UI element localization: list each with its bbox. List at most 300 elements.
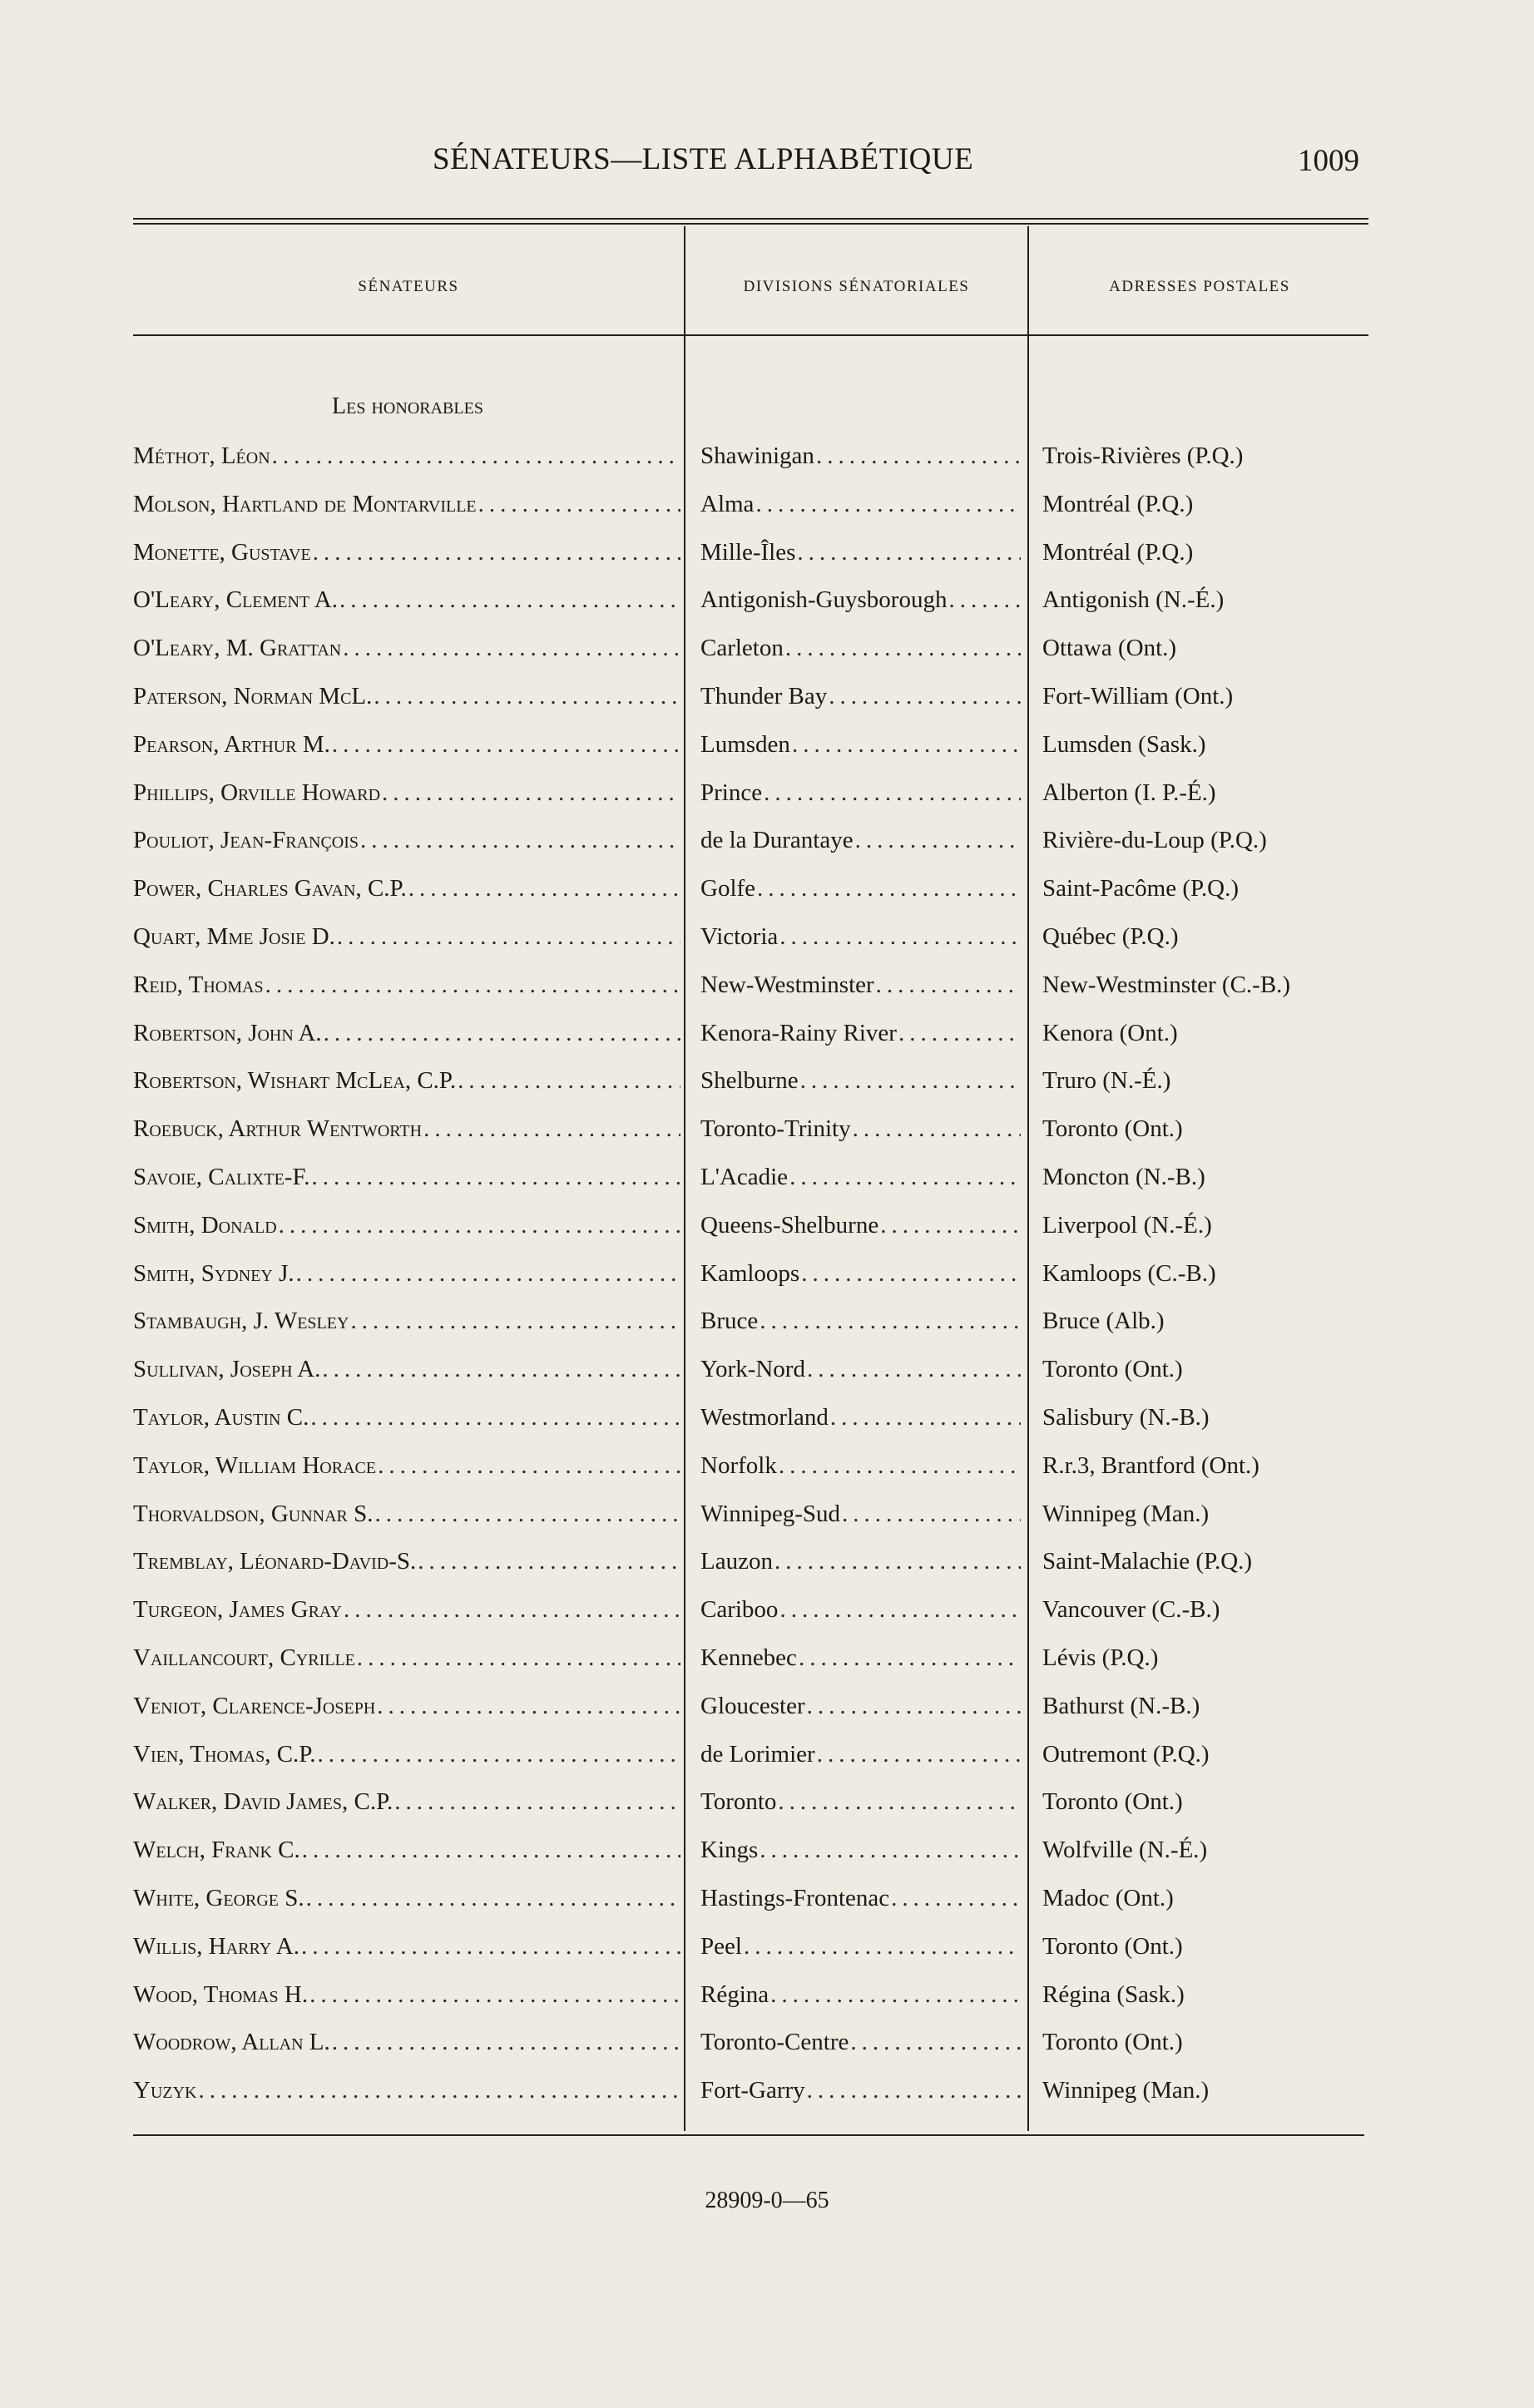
dot-leader: [764, 776, 1021, 809]
postal-address-cell: [1042, 2025, 1392, 2059]
division-name: Gloucester: [700, 1692, 805, 1719]
senator-name-cell: [133, 776, 680, 809]
postal-address: Salisbury (N.-B.): [1042, 1403, 1210, 1431]
division-name-cell: [700, 728, 1021, 761]
senator-name-cell: [133, 728, 680, 761]
bottom-rule: [133, 2134, 1364, 2136]
division-name-cell: [700, 2074, 1021, 2107]
postal-address-cell: [1042, 728, 1392, 761]
division-name-cell: [700, 920, 1021, 953]
postal-address: Winnipeg (Man.): [1042, 2077, 1210, 2104]
table-row: [0, 680, 1534, 728]
senator-name: Monette, Gustave: [133, 538, 311, 566]
postal-address-cell: [1042, 823, 1392, 857]
dot-leader: [817, 1738, 1021, 1771]
dot-leader: [332, 2025, 680, 2059]
postal-address: Toronto (Ont.): [1042, 1115, 1183, 1143]
division-name-cell: [700, 776, 1021, 809]
senator-name-cell: [133, 487, 680, 521]
senator-name-cell: [133, 1641, 680, 1674]
postal-address: Toronto (Ont.): [1042, 1788, 1183, 1816]
division-name-cell: [700, 1112, 1021, 1145]
dot-leader: [306, 1881, 680, 1915]
division-name-cell: [700, 1978, 1021, 2011]
postal-address-cell: [1042, 1497, 1392, 1530]
postal-address-cell: [1042, 1785, 1392, 1818]
senator-name: Turgeon, James Gray: [133, 1596, 342, 1624]
postal-address: R.r.3, Brantford (Ont.): [1042, 1451, 1259, 1479]
senator-name: Vaillancourt, Cyrille: [133, 1644, 355, 1671]
senator-name: White, George S.: [133, 1884, 304, 1911]
division-name-cell: [700, 1449, 1021, 1482]
table-row: [0, 1257, 1534, 1305]
dot-leader: [377, 1689, 680, 1723]
dot-leader: [332, 728, 680, 761]
dot-leader: [301, 1930, 680, 1963]
dot-leader: [423, 1112, 680, 1145]
page-number: 1009: [1298, 144, 1359, 178]
dot-leader: [478, 487, 680, 521]
senator-name-cell: [133, 1352, 680, 1386]
postal-address-cell: [1042, 631, 1392, 665]
dot-leader: [779, 920, 1021, 953]
table-row: [0, 728, 1534, 776]
division-name: Alma: [700, 490, 755, 517]
postal-address-cell: [1042, 536, 1392, 569]
dot-leader: [891, 1881, 1021, 1915]
dot-leader: [339, 583, 680, 616]
table-row: [0, 920, 1534, 968]
table-row: [0, 2074, 1534, 2122]
senator-name-cell: [133, 1209, 680, 1242]
table-row: [0, 1545, 1534, 1593]
senator-name-cell: [133, 1112, 680, 1145]
postal-address: Saint-Malachie (P.Q.): [1042, 1548, 1253, 1575]
dot-leader: [317, 1738, 680, 1771]
division-name: Kennebec: [700, 1644, 797, 1671]
senator-name-cell: [133, 1160, 680, 1194]
senator-name-cell: [133, 823, 680, 857]
postal-address-cell: [1042, 2074, 1392, 2107]
senator-name-cell: [133, 536, 680, 569]
postal-address-cell: [1042, 1978, 1392, 2011]
division-name: Carleton: [700, 635, 784, 662]
division-name: Régina: [700, 1980, 769, 2008]
dot-leader: [876, 968, 1021, 1001]
table-row: [0, 1881, 1534, 1930]
senator-name: Taylor, Austin C.: [133, 1403, 309, 1431]
dot-leader: [755, 487, 1021, 521]
postal-address: Montréal (P.Q.): [1042, 490, 1194, 517]
division-name-cell: [700, 1401, 1021, 1434]
dot-leader: [394, 1785, 680, 1818]
table-row: [0, 1785, 1534, 1833]
senator-name-cell: [133, 1545, 680, 1578]
postal-address: Lumsden (Sask.): [1042, 730, 1206, 758]
table-row: [0, 1064, 1534, 1112]
senator-name-cell: [133, 1449, 680, 1482]
postal-address-cell: [1042, 1689, 1392, 1723]
dot-leader: [350, 1304, 680, 1338]
postal-address: Kamloops (C.-B.): [1042, 1259, 1216, 1287]
dot-leader: [948, 583, 1021, 616]
dot-leader: [312, 1160, 680, 1194]
division-name-cell: [700, 439, 1021, 472]
senator-name: Savoie, Calixte-F.: [133, 1163, 310, 1190]
senator-name-cell: [133, 1785, 680, 1818]
senator-name-cell: [133, 1593, 680, 1626]
dot-leader: [324, 1016, 680, 1050]
header-rule-left: [133, 334, 684, 336]
dot-leader: [199, 2074, 681, 2107]
postal-address: Montréal (P.Q.): [1042, 538, 1194, 566]
dot-leader: [343, 631, 680, 665]
senator-name: Robertson, John A.: [133, 1019, 322, 1046]
division-name-cell: [700, 1593, 1021, 1626]
senator-name-cell: [133, 1304, 680, 1338]
postal-address: Antigonish (N.-É.): [1042, 586, 1225, 614]
dot-leader: [829, 680, 1021, 713]
table-row: [0, 1016, 1534, 1065]
dot-leader: [302, 1833, 680, 1867]
senator-name: Walker, David James, C.P.: [133, 1788, 393, 1816]
division-name: Toronto-Trinity: [700, 1115, 851, 1143]
postal-address-cell: [1042, 1016, 1392, 1050]
dot-leader: [880, 1209, 1021, 1242]
table-row: [0, 968, 1534, 1016]
senator-list: [0, 439, 1534, 2122]
dot-leader: [360, 823, 680, 857]
table-row: [0, 583, 1534, 631]
dot-leader: [408, 872, 680, 905]
division-name: Cariboo: [700, 1596, 779, 1624]
senator-name: Wood, Thomas H.: [133, 1980, 309, 2008]
table-row: [0, 2025, 1534, 2074]
table-row: [0, 1352, 1534, 1401]
senator-name: Phillips, Orville Howard: [133, 779, 381, 806]
postal-address: Madoc (Ont.): [1042, 1884, 1174, 1911]
dot-leader: [378, 1449, 680, 1482]
senator-name-cell: [133, 631, 680, 665]
dot-leader: [757, 872, 1021, 905]
table-row: [0, 1833, 1534, 1881]
division-name: de Lorimier: [700, 1740, 815, 1768]
table-row: [0, 631, 1534, 680]
division-name: Bruce: [700, 1308, 759, 1335]
senator-name: Paterson, Norman McL.: [133, 682, 373, 710]
division-name-cell: [700, 1545, 1021, 1578]
senator-name-cell: [133, 1401, 680, 1434]
dot-leader: [374, 680, 680, 713]
senator-name-cell: [133, 1064, 680, 1097]
senator-name: Tremblay, Léonard-David-S.: [133, 1548, 417, 1575]
dot-leader: [830, 1401, 1021, 1434]
division-name-cell: [700, 1738, 1021, 1771]
division-name: Lumsden: [700, 730, 790, 758]
senator-name: Sullivan, Joseph A.: [133, 1356, 321, 1383]
division-name-cell: [700, 680, 1021, 713]
division-name: Kings: [700, 1837, 759, 1864]
dot-leader: [779, 1449, 1021, 1482]
postal-address-cell: [1042, 1833, 1392, 1867]
header-rule-middle: [685, 334, 1027, 336]
division-name-cell: [700, 583, 1021, 616]
senator-name: Pearson, Arthur M.: [133, 730, 330, 758]
dot-leader: [785, 631, 1021, 665]
division-name-cell: [700, 1785, 1021, 1818]
postal-address: Régina (Sask.): [1042, 1980, 1185, 2008]
senator-name-cell: [133, 1833, 680, 1867]
dot-leader: [816, 439, 1021, 472]
table-row: [0, 1738, 1534, 1786]
dot-leader: [309, 1978, 680, 2011]
dot-leader: [807, 1689, 1021, 1723]
senator-name-cell: [133, 1978, 680, 2011]
dot-leader: [375, 1497, 680, 1530]
dot-leader: [842, 1497, 1021, 1530]
postal-address-cell: [1042, 1352, 1392, 1386]
dot-leader: [760, 1304, 1021, 1338]
senator-name: Vien, Thomas, C.P.: [133, 1740, 316, 1768]
postal-address-cell: [1042, 1738, 1392, 1771]
column-header-senateurs: SÉNATEURS: [358, 278, 459, 295]
subheading: Les honorables: [332, 393, 483, 419]
column-header-adresses: ADRESSES POSTALES: [1109, 278, 1290, 295]
table-row: [0, 872, 1534, 920]
postal-address-cell: [1042, 1641, 1392, 1674]
dot-leader: [898, 1016, 1021, 1050]
division-name-cell: [700, 536, 1021, 569]
senator-name-cell: [133, 2074, 680, 2107]
dot-leader: [800, 1064, 1021, 1097]
division-name: L'Acadie: [700, 1163, 789, 1190]
division-name-cell: [700, 1497, 1021, 1530]
table-row: [0, 1930, 1534, 1978]
senator-name-cell: [133, 583, 680, 616]
table-row: [0, 1978, 1534, 2026]
table-row: [0, 1689, 1534, 1738]
senator-name-cell: [133, 1497, 680, 1530]
table-row: [0, 823, 1534, 872]
division-name-cell: [700, 1257, 1021, 1290]
postal-address-cell: [1042, 1209, 1392, 1242]
senator-name: Robertson, Wishart McLea, C.P.: [133, 1067, 457, 1095]
dot-leader: [778, 1785, 1021, 1818]
division-name-cell: [700, 1641, 1021, 1674]
division-name-cell: [700, 1160, 1021, 1194]
division-name: Thunder Bay: [700, 682, 828, 710]
division-name: Shelburne: [700, 1067, 799, 1095]
senator-name-cell: [133, 2025, 680, 2059]
division-name-cell: [700, 1304, 1021, 1338]
dot-leader: [807, 2074, 1021, 2107]
postal-address-cell: [1042, 583, 1392, 616]
division-name: Toronto-Centre: [700, 2029, 849, 2056]
table-row: [0, 1112, 1534, 1160]
postal-address-cell: [1042, 1401, 1392, 1434]
division-name: Mille-Îles: [700, 538, 796, 566]
division-name: York-Nord: [700, 1356, 805, 1383]
senator-name-cell: [133, 1689, 680, 1723]
senator-name: Molson, Hartland de Montarville: [133, 490, 477, 517]
dot-leader: [797, 536, 1021, 569]
table-row: [0, 439, 1534, 487]
dot-leader: [855, 823, 1021, 857]
table-row: [0, 1209, 1534, 1257]
division-name: Toronto: [700, 1788, 777, 1816]
dot-leader: [770, 1978, 1021, 2011]
senator-name: Woodrow, Allan L.: [133, 2029, 330, 2056]
dot-leader: [418, 1545, 680, 1578]
postal-address-cell: [1042, 680, 1392, 713]
dot-leader: [310, 1401, 680, 1434]
postal-address-cell: [1042, 1304, 1392, 1338]
postal-address: Toronto (Ont.): [1042, 1356, 1183, 1383]
senator-name-cell: [133, 1016, 680, 1050]
division-name: Lauzon: [700, 1548, 773, 1575]
postal-address-cell: [1042, 1545, 1392, 1578]
postal-address-cell: [1042, 968, 1392, 1001]
senator-name: Yuzyk: [133, 2077, 197, 2104]
division-name-cell: [700, 487, 1021, 521]
senator-name: Méthot, Léon: [133, 443, 270, 469]
dot-leader: [799, 1641, 1021, 1674]
postal-address: Ottawa (Ont.): [1042, 635, 1177, 662]
division-name-cell: [700, 968, 1021, 1001]
postal-address: Toronto (Ont.): [1042, 1932, 1183, 1960]
senator-name: Pouliot, Jean-François: [133, 827, 359, 854]
division-name-cell: [700, 1930, 1021, 1963]
senator-name: Power, Charles Gavan, C.P.: [133, 875, 407, 902]
table-row: [0, 1304, 1534, 1352]
column-header-divisions: DIVISIONS SÉNATORIALES: [743, 278, 970, 295]
dot-leader: [744, 1930, 1021, 1963]
dot-leader: [265, 968, 680, 1001]
postal-address: Alberton (I. P.-É.): [1042, 779, 1216, 806]
dot-leader: [801, 1257, 1021, 1290]
dot-leader: [322, 1352, 680, 1386]
table-row: [0, 1593, 1534, 1641]
division-name-cell: [700, 823, 1021, 857]
postal-address-cell: [1042, 1449, 1392, 1482]
division-name-cell: [700, 2025, 1021, 2059]
senator-name: Taylor, William Horace: [133, 1451, 377, 1479]
division-name: Prince: [700, 779, 763, 806]
postal-address-cell: [1042, 1593, 1392, 1626]
senator-name: O'Leary, Clement A.: [133, 586, 339, 614]
postal-address: Rivière-du-Loup (P.Q.): [1042, 827, 1267, 854]
table-row: [0, 1641, 1534, 1689]
division-name: Kamloops: [700, 1259, 800, 1287]
postal-address: Saint-Pacôme (P.Q.): [1042, 875, 1239, 902]
division-name-cell: [700, 1016, 1021, 1050]
senator-name: O'Leary, M. Grattan: [133, 635, 342, 662]
division-name: Fort-Garry: [700, 2077, 805, 2104]
postal-address-cell: [1042, 920, 1392, 953]
postal-address-cell: [1042, 487, 1392, 521]
dot-leader: [382, 776, 680, 809]
postal-address: Fort-William (Ont.): [1042, 682, 1234, 710]
senator-name: Willis, Harry A.: [133, 1932, 299, 1960]
senator-name: Smith, Sydney J.: [133, 1259, 294, 1287]
postal-address-cell: [1042, 776, 1392, 809]
division-name: Kenora-Rainy River: [700, 1019, 897, 1046]
postal-address-cell: [1042, 439, 1392, 472]
postal-address: Vancouver (C.-B.): [1042, 1596, 1220, 1624]
dot-leader: [807, 1352, 1021, 1386]
dot-leader: [760, 1833, 1021, 1867]
dot-leader: [850, 2025, 1021, 2059]
division-name: Golfe: [700, 875, 756, 902]
division-name-cell: [700, 1833, 1021, 1867]
division-name-cell: [700, 1881, 1021, 1915]
postal-address: Kenora (Ont.): [1042, 1019, 1178, 1046]
division-name-cell: [700, 1209, 1021, 1242]
dot-leader: [789, 1160, 1021, 1194]
postal-address-cell: [1042, 872, 1392, 905]
postal-address: Québec (P.Q.): [1042, 922, 1179, 950]
postal-address-cell: [1042, 1930, 1392, 1963]
table-row: [0, 536, 1534, 584]
postal-address: Liverpool (N.-É.): [1042, 1211, 1212, 1239]
postal-address: Wolfville (N.-É.): [1042, 1837, 1208, 1864]
division-name: Shawinigan: [700, 443, 814, 469]
dot-leader: [296, 1257, 680, 1290]
senator-name-cell: [133, 968, 680, 1001]
postal-address-cell: [1042, 1160, 1392, 1194]
table-row: [0, 1449, 1534, 1497]
dot-leader: [279, 1209, 680, 1242]
division-name: de la Durantaye: [700, 827, 854, 854]
senator-name-cell: [133, 1738, 680, 1771]
senator-name: Welch, Frank C.: [133, 1837, 300, 1864]
division-name: Antigonish-Guysborough: [700, 586, 948, 614]
senator-name-cell: [133, 1930, 680, 1963]
dot-leader: [337, 920, 680, 953]
table-row: [0, 487, 1534, 536]
division-name: Hastings-Frontenac: [700, 1884, 890, 1911]
table-row: [0, 1401, 1534, 1449]
division-name-cell: [700, 1689, 1021, 1723]
top-double-rule: [133, 218, 1368, 225]
senator-name: Thorvaldson, Gunnar S.: [133, 1500, 374, 1527]
postal-address: Outremont (P.Q.): [1042, 1740, 1210, 1768]
senator-name-cell: [133, 1257, 680, 1290]
dot-leader: [272, 439, 680, 472]
dot-leader: [774, 1545, 1021, 1578]
senator-name: Smith, Donald: [133, 1211, 277, 1239]
senator-name-cell: [133, 872, 680, 905]
postal-address: Toronto (Ont.): [1042, 2029, 1183, 2056]
division-name-cell: [700, 631, 1021, 665]
division-name: Westmorland: [700, 1403, 829, 1431]
postal-address: Bathurst (N.-B.): [1042, 1692, 1200, 1719]
table-row: [0, 1497, 1534, 1545]
senator-name: Stambaugh, J. Wesley: [133, 1308, 349, 1335]
postal-address: Bruce (Alb.): [1042, 1308, 1165, 1335]
footer-code: 28909-0—65: [705, 2188, 829, 2213]
postal-address: Truro (N.-É.): [1042, 1067, 1171, 1095]
division-name-cell: [700, 1352, 1021, 1386]
division-name: Queens-Shelburne: [700, 1211, 879, 1239]
page-title: SÉNATEURS—LISTE ALPHABÉTIQUE: [433, 142, 974, 176]
senator-name-cell: [133, 439, 680, 472]
senator-name-cell: [133, 680, 680, 713]
senator-name: Quart, Mme Josie D.: [133, 922, 335, 950]
table-row: [0, 776, 1534, 824]
senator-name: Roebuck, Arthur Wentworth: [133, 1115, 423, 1143]
postal-address: Winnipeg (Man.): [1042, 1500, 1210, 1527]
